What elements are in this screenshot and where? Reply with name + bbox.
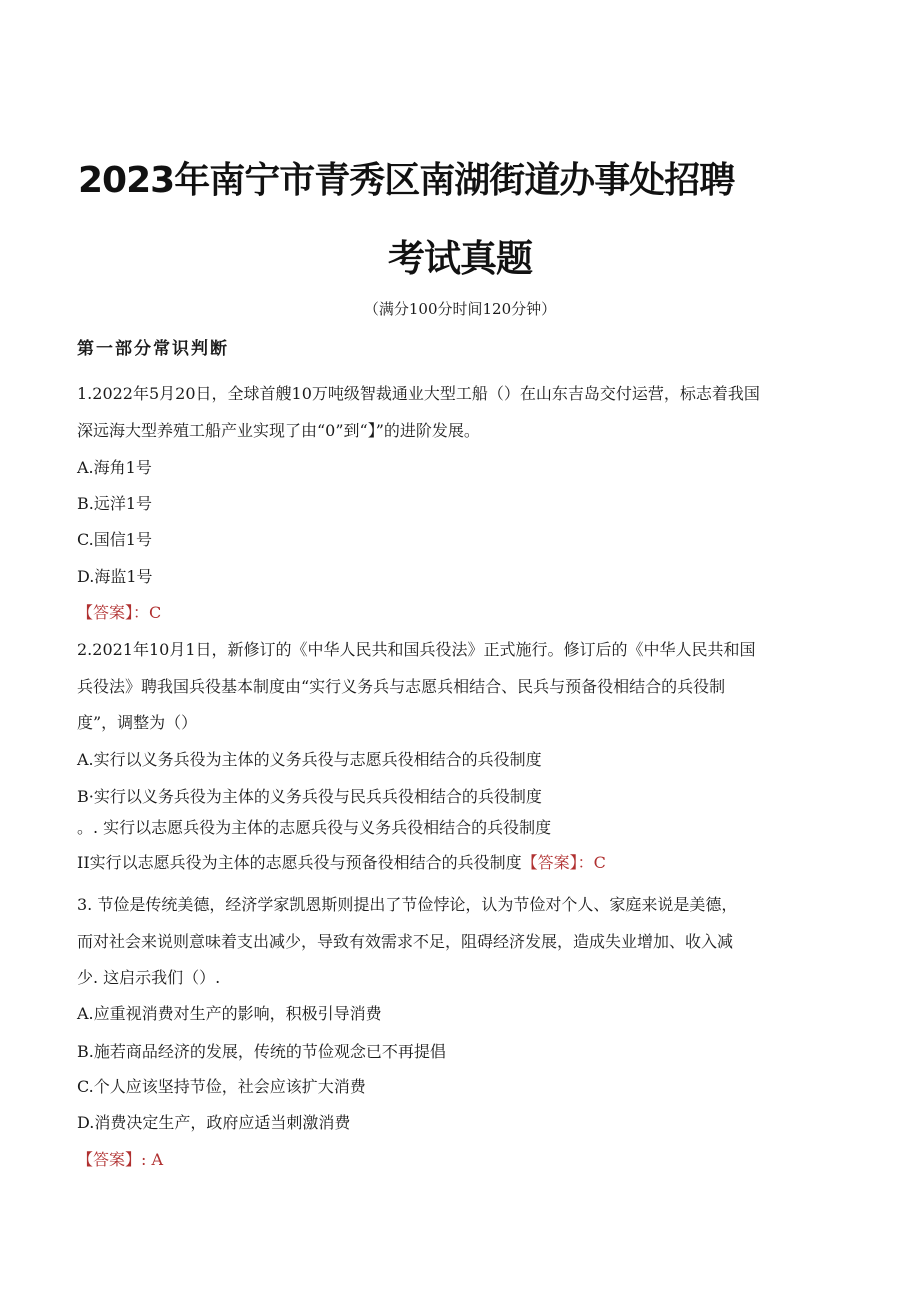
document-title-line2: 考试真题 xyxy=(388,237,532,280)
question-2-answer: 【答案】：C xyxy=(521,853,606,872)
question-1-text-line1: 1.2022年5月20日，全球首艘10万吨级智裁通业大型工船（）在山东吉岛交付运营，标志着我国 xyxy=(77,384,760,403)
question-1-option-c: C.国信1号 xyxy=(77,530,152,549)
question-3-option-b: B.施若商品经济的发展，传统的节俭观念已不再提倡 xyxy=(77,1042,446,1061)
exam-duration-note: （满分100分时间120分钟） xyxy=(363,300,557,318)
question-3-answer: 【答案】: A xyxy=(77,1150,164,1169)
question-1-option-b: B.远洋1号 xyxy=(77,494,153,513)
document-title-line1: 2023年南宁市青秀区南湖街道办事处招聘 xyxy=(78,160,735,201)
section-heading: 第一部分常识判断 xyxy=(77,339,229,359)
question-1-option-d: D.海监1号 xyxy=(77,567,153,586)
question-3-option-c: C.个人应该坚持节俭，社会应该扩大消费 xyxy=(77,1077,366,1096)
question-3-option-d: D.消费决定生产，政府应适当刺激消费 xyxy=(77,1113,351,1132)
question-1-option-a: A.海角1号 xyxy=(77,458,152,477)
question-3-text-line3: 少. 这启示我们（）. xyxy=(77,968,221,987)
question-2-option-d: II实行以志愿兵役为主体的志愿兵役与预备役相结合的兵役制度 xyxy=(77,853,522,872)
question-2-option-b: B·实行以义务兵役为主体的义务兵役与民兵兵役相结合的兵役制度 xyxy=(77,787,542,806)
question-2-option-d-row xyxy=(77,852,606,874)
question-3-text-line1: 3. 节俭是传统美德，经济学家凯恩斯则提出了节俭悖论，认为节俭对个人、家庭来说是美德， xyxy=(77,895,738,914)
question-2-option-a: A.实行以义务兵役为主体的义务兵役与志愿兵役相结合的兵役制度 xyxy=(77,750,542,769)
question-3-option-a: A.应重视消费对生产的影响，积极引导消费 xyxy=(77,1004,382,1023)
question-2-text-line3: 度”，调整为（） xyxy=(77,713,198,732)
question-2-text-line2: 兵役法》聘我国兵役基本制度由“实行义务兵与志愿兵相结合、民兵与预备役相结合的兵役制 xyxy=(77,677,726,696)
question-2-text-line1: 2.2021年10月1日，新修订的《中华人民共和国兵役法》正式施行。修订后的《中华人民共和国 xyxy=(77,640,756,659)
question-2-option-c: 。. 实行以志愿兵役为主体的志愿兵役与义务兵役相结合的兵役制度 xyxy=(77,818,552,837)
question-3-text-line2: 而对社会来说则意味着支出减少，导致有效需求不足，阻碍经济发展，造成失业增加、收入减 xyxy=(77,932,734,951)
question-1-answer: 【答案】：C xyxy=(77,603,162,622)
question-1-text-line2: 深远海大型养殖工船产业实现了由“0”到“】”的进阶发展。 xyxy=(77,421,480,440)
